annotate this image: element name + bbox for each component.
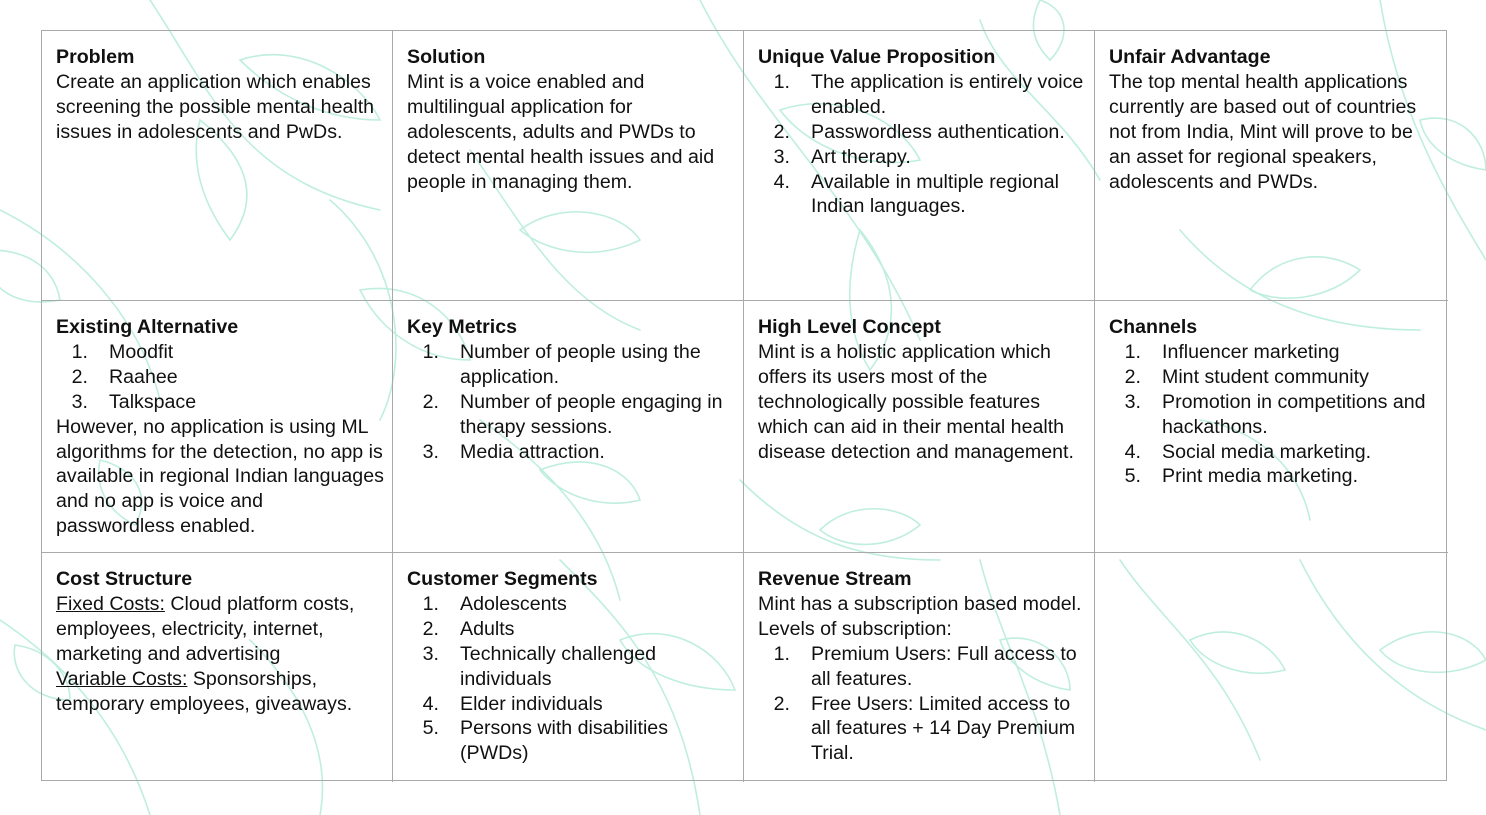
existing-alternative-list (56, 340, 384, 415)
cost-structure-title: Cost Structure (56, 568, 193, 590)
variable-costs-line (56, 667, 384, 717)
list-text: Print media marketing. (1162, 465, 1359, 488)
list-text: The application is entirely voice enabled. (811, 70, 1084, 118)
list-number: 1. (71, 340, 88, 363)
list-item (1109, 340, 1440, 365)
list-item (758, 692, 1086, 767)
list-number: 3. (773, 145, 790, 168)
list-text: Raahee (109, 365, 178, 388)
empty-cell (1095, 553, 1448, 782)
high-level-concept-title: High Level Concept (758, 316, 941, 338)
list-text: Technically challenged individuals (460, 642, 657, 690)
variable-costs-text: Sponsorships, temporary employees, giveaways. (56, 667, 353, 715)
list-number: 3. (71, 390, 88, 413)
cost-structure-cell (42, 553, 393, 782)
list-text: Available in multiple regional Indian languages. (811, 170, 1059, 218)
list-item (407, 716, 735, 766)
list-text: Promotion in competitions and hackathons. (1162, 390, 1426, 438)
list-item (407, 617, 735, 642)
unique-value-proposition-cell (744, 31, 1095, 301)
list-item (56, 340, 384, 365)
customer-segments-title: Customer Segments (407, 568, 598, 590)
revenue-stream-list (758, 642, 1086, 767)
list-number: 3. (422, 440, 439, 463)
list-number: 4. (422, 692, 439, 715)
list-text: Influencer marketing (1162, 340, 1340, 363)
variable-costs-label: Variable Costs: (56, 667, 188, 690)
list-item (758, 145, 1086, 170)
list-item (1109, 464, 1440, 489)
problem-text: Create an application which enables screening the possible mental health issues in adolescents and PwDs. (56, 70, 375, 143)
list-text: Talkspace (109, 390, 197, 413)
list-number: 1. (422, 340, 439, 363)
list-number: 5. (1124, 465, 1141, 488)
list-text: Art therapy. (811, 145, 911, 168)
customer-segments-list (407, 592, 735, 766)
list-item (407, 340, 735, 390)
list-item (1109, 390, 1440, 440)
high-level-concept-text: Mint is a holistic application which offers its users most of the technologically possible features which can aid in their mental health disease detection and management. (758, 340, 1074, 463)
solution-cell (393, 31, 744, 301)
existing-alternative-text: However, no application is using ML algorithms for the detection, no app is available in regional Indian languages and no app is voice and passwordless enabled. (56, 415, 384, 538)
list-text: Elder individuals (460, 692, 603, 715)
list-item (56, 365, 384, 390)
revenue-stream-title: Revenue Stream (758, 568, 912, 590)
customer-segments-cell (393, 553, 744, 782)
list-text: Premium Users: Full access to all features. (811, 642, 1077, 690)
key-metrics-title: Key Metrics (407, 316, 517, 338)
list-text: Moodfit (109, 340, 174, 363)
list-item (758, 170, 1086, 220)
existing-alternative-cell (42, 301, 393, 553)
fixed-costs-text: Cloud platform costs, employees, electricity, internet, marketing and advertising (56, 592, 355, 665)
list-text: Media attraction. (460, 440, 605, 463)
list-text: Mint student community (1162, 365, 1369, 388)
list-text: Free Users: Limited access to all features + 14 Day Premium Trial. (811, 692, 1076, 765)
list-number: 2. (773, 692, 790, 715)
revenue-stream-text: Mint has a subscription based model. Levels of subscription: (758, 592, 1082, 640)
list-text: Adolescents (460, 592, 567, 615)
list-number: 1. (773, 642, 790, 665)
solution-title: Solution (407, 46, 486, 68)
list-number: 2. (1124, 365, 1141, 388)
uvp-list (758, 70, 1086, 219)
list-item (407, 692, 735, 717)
unfair-advantage-title: Unfair Advantage (1109, 46, 1271, 68)
channels-title: Channels (1109, 316, 1198, 338)
unfair-advantage-text: The top mental health applications currently are based out of countries not from India, Mint will prove to be an asset for regional speakers, adolescents and PWDs. (1109, 70, 1417, 193)
problem-title: Problem (56, 46, 135, 68)
list-item (407, 440, 735, 465)
existing-alternative-title: Existing Alternative (56, 316, 239, 338)
fixed-costs-label: Fixed Costs: (56, 592, 165, 615)
unfair-advantage-cell (1095, 31, 1448, 301)
list-item (758, 70, 1086, 120)
list-number: 5. (422, 717, 439, 740)
list-number: 1. (422, 592, 439, 615)
solution-text: Mint is a voice enabled and multilingual application for adolescents, adults and PWDs to detect mental health issues and aid people in managing them. (407, 70, 715, 193)
list-item (407, 592, 735, 617)
lean-canvas-grid (41, 30, 1447, 781)
list-number: 2. (422, 390, 439, 413)
list-item (758, 642, 1086, 692)
list-text: Persons with disabilities (PWDs) (460, 717, 669, 765)
uvp-title: Unique Value Proposition (758, 46, 996, 68)
list-number: 1. (1124, 340, 1141, 363)
list-text: Number of people using the application. (460, 340, 701, 388)
list-item (56, 390, 384, 415)
list-item (407, 390, 735, 440)
list-number: 4. (773, 170, 790, 193)
high-level-concept-cell (744, 301, 1095, 553)
list-number: 2. (422, 617, 439, 640)
list-number: 2. (773, 120, 790, 143)
list-item (1109, 440, 1440, 465)
list-text: Number of people engaging in therapy sessions. (460, 390, 723, 438)
list-number: 1. (773, 70, 790, 93)
list-number: 3. (422, 642, 439, 665)
list-number: 4. (1124, 440, 1141, 463)
list-number: 2. (71, 365, 88, 388)
list-item (1109, 365, 1440, 390)
problem-cell (42, 31, 393, 301)
list-text: Adults (460, 617, 515, 640)
revenue-stream-cell (744, 553, 1095, 782)
list-number: 3. (1124, 390, 1141, 413)
list-text: Passwordless authentication. (811, 120, 1065, 143)
channels-cell (1095, 301, 1448, 553)
list-item (407, 642, 735, 692)
key-metrics-cell (393, 301, 744, 553)
fixed-costs-line (56, 592, 384, 667)
list-item (758, 120, 1086, 145)
key-metrics-list (407, 340, 735, 465)
channels-list (1109, 340, 1440, 489)
list-text: Social media marketing. (1162, 440, 1372, 463)
